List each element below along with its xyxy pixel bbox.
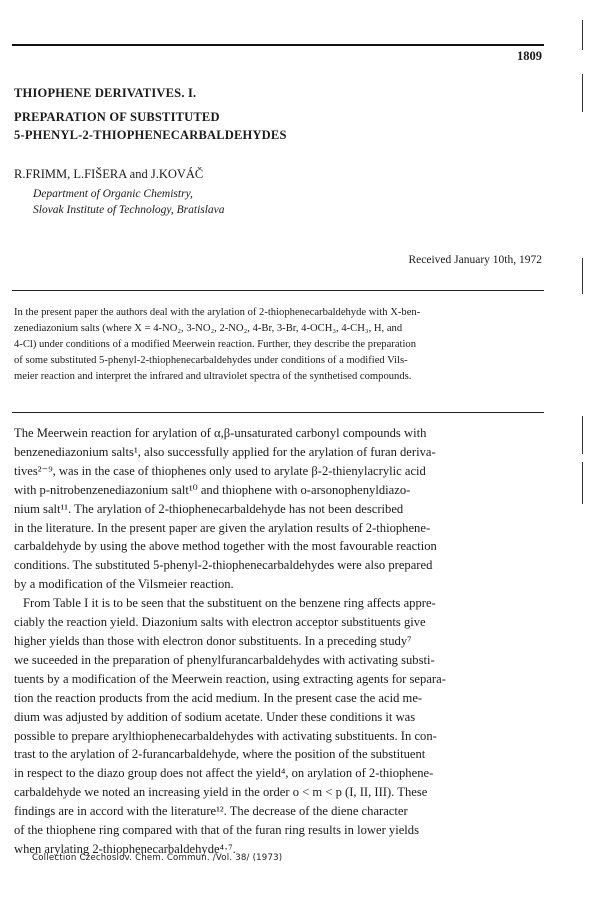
body-line: we suceeded in the preparation of phenylfurancarbaldehydes with activating substi- — [14, 652, 435, 667]
margin-mark — [582, 74, 583, 112]
body-line: carbaldehyde we noted an increasing yield in the order o < m < p (I, II, III). These — [14, 785, 428, 800]
margin-mark — [582, 20, 583, 50]
authors: R.FRIMM, L.FIŠERA and J.KOVÁČ — [14, 167, 204, 181]
abstract-line: of some substituted 5-phenyl-2-thiophenecarbaldehydes under conditions of a modified Vils- — [14, 355, 408, 366]
body-line: The Meerwein reaction for arylation of α,β-unsaturated carbonyl compounds with — [14, 426, 427, 440]
body-line: trast to the arylation of 2-furancarbaldehyde, where the position of the substituent — [14, 747, 426, 762]
body-line: with p-nitrobenzenediazonium salt¹⁰ and thiophene with o-arsonophenyldiazo- — [14, 482, 411, 497]
body-line: conditions. The substituted 5-phenyl-2-thiophenecarbaldehydes were also prepared — [14, 558, 433, 573]
affiliation — [33, 186, 225, 218]
body-line: in the literature. In the present paper are given the arylation results of 2-thiophene- — [14, 520, 431, 535]
margin-mark — [582, 462, 583, 504]
title-line: PREPARATION OF SUBSTITUTED — [14, 110, 220, 124]
body-line: dium was adjusted by addition of sodium acetate. Under these conditions it was — [14, 709, 416, 724]
journal-footer: Collection Czechoslov. Chem. Commun. /Vol. 38/ (1973) — [32, 853, 283, 863]
header-rule — [12, 44, 544, 46]
series-title: THIOPHENE DERIVATIVES. I. — [14, 86, 197, 100]
title-line: 5-PHENYL-2-THIOPHENECARBALDEHYDES — [14, 128, 287, 142]
abstract-rule-bottom — [12, 412, 544, 413]
body-line: tion the reaction products from the acid medium. In the present case the acid me- — [14, 690, 423, 705]
body-line: tuents by a modification of the Meerwein reaction, using extracting agents for separa- — [14, 671, 446, 686]
body-line: findings are in accord with the literature¹². The decrease of the diene character — [14, 804, 408, 819]
affiliation-line: Department of Organic Chemistry, — [33, 188, 193, 200]
body-line: ciably the reaction yield. Diazonium salts with electron acceptor substituents give — [14, 615, 426, 630]
body-line: nium salt¹¹. The arylation of 2-thiophenecarbaldehyde has not been described — [14, 501, 404, 516]
body-line: higher yields than those with electron donor substituents. In a preceding study⁷ — [14, 633, 412, 648]
body-line: by a modification of the Vilsmeier reaction. — [14, 577, 234, 592]
page-number: 1809 — [517, 49, 542, 63]
affiliation-line: Slovak Institute of Technology, Bratislava — [33, 204, 225, 216]
body-line: carbaldehyde by using the above method together with the most favourable reaction — [14, 539, 437, 554]
body-line: when arylating 2-thiophenecarbaldehyde⁴·⁷. — [14, 841, 236, 856]
body-line: From Table I it is to be seen that the substituent on the benzene ring affects appre- — [23, 596, 436, 611]
received-date: Received January 10th, 1972 — [408, 254, 542, 266]
abstract-line: meier reaction and interpret the infrared and ultraviolet spectra of the synthetised compounds. — [14, 371, 412, 382]
margin-mark — [582, 258, 583, 294]
abstract-line: In the present paper the authors deal with the arylation of 2-thiophenecarbaldehyde with X-ben- — [14, 307, 421, 318]
abstract-line: zenediazonium salts (where X = 4-NO₂, 3-NO₂, 2-NO₂, 4-Br, 3-Br, 4-OCH₃, 4-CH₃, H, and — [14, 323, 403, 334]
body-text — [14, 424, 546, 859]
abstract — [14, 305, 546, 385]
body-line: in respect to the diazo group does not affect the yield⁴, on arylation of 2-thiophene- — [14, 766, 434, 781]
abstract-rule-top — [12, 290, 544, 291]
margin-mark — [582, 416, 583, 454]
body-line: benzenediazonium salts¹, also successfully applied for the arylation of furan deriva- — [14, 444, 436, 459]
article-title — [14, 108, 287, 144]
body-line: possible to prepare arylthiophenecarbaldehydes with activating substituents. In con- — [14, 728, 437, 743]
body-line: tives²⁻⁹, was in the case of thiophenes only used to arylate β-2-thienylacrylic acid — [14, 463, 426, 478]
body-line: of the thiophene ring compared with that of the furan ring results in lower yields — [14, 823, 419, 838]
abstract-line: 4-Cl) under conditions of a modified Meerwein reaction. Further, they describe the preparation — [14, 339, 417, 350]
